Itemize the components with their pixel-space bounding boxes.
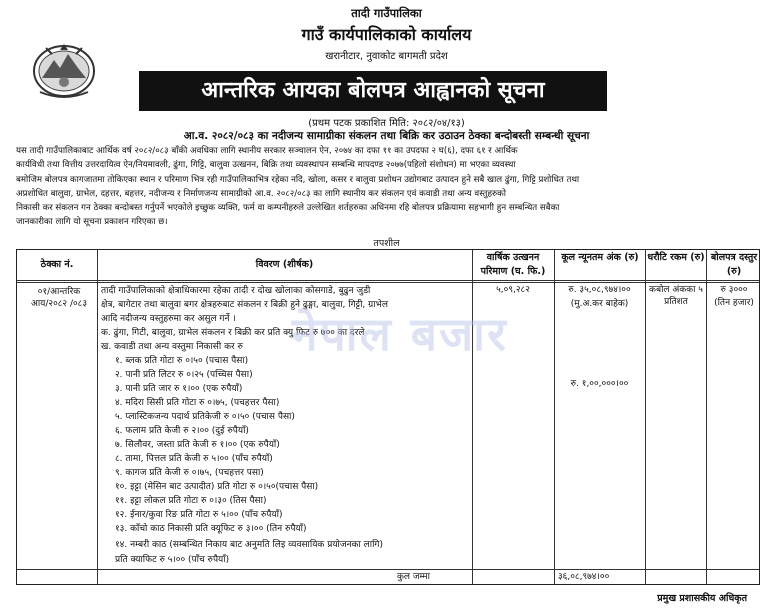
- export-tax-amount: रु. १,००,०००।००: [570, 379, 629, 389]
- body-line: कार्यविधी तथा वित्तीय उत्तरदायित्व ऐन/नियमावली, ढुंगा, गिट्टि, बालुवा उत्खनन, बिक्रि तथा व्यवस्थापन सम्बन्धि मापदण्ड २०७७(पहिलो संशोधन) मा भएका व्यवस्था: [16, 160, 516, 171]
- notice-body: [16, 144, 761, 230]
- tax-item: ५. प्लास्टिकजन्य पदार्थ प्रतिकेजी रु ०।५० (पचास पैसा): [115, 412, 295, 422]
- minimum-amount: रु. ३५,०८,९७४।००: [568, 285, 631, 295]
- annual-quantity: ५,०९,२८२: [496, 285, 530, 295]
- signatory-title: प्रमुख प्रशासकीय अधिकृत: [657, 593, 747, 604]
- tax-item: ४. मदिरा सिसी प्रति गोटा रु ०।७५, (पचहत्तर पैसा): [115, 398, 280, 408]
- column-divider: [97, 250, 98, 584]
- body-line: बमोजिम बोलपत्र कागजातमा तोकिएका स्थान र परिमाण भित्र रही गाउँपालिकाभित्र रहेका नदि, खोला, कसर र बालुवा प्रशोधन उद्योगबाट उत्पादन हुने सबै खाल ढुंगा, गिट्टि प्रशोधित तथा: [16, 174, 580, 185]
- tax-item: प्रति क्याफिट रु ५।०० (पाँच रुपैयाँ): [115, 555, 230, 565]
- tax-item: ९. कागज प्रति केजी रु ०।७५, (पचहत्तर पसा): [115, 468, 264, 478]
- header-deposit: धरौटि रकम (रु): [647, 252, 705, 263]
- office-name: गाउँ कार्यपालिकाको कार्यालय: [301, 25, 472, 44]
- total-value: ३६,०८,९७४।००: [558, 572, 610, 582]
- tax-item: ८. तामा, पित्तल प्रति केजी रु ५।०० (पाँच रुपैयाँ): [115, 454, 273, 464]
- contract-number: ०१/आन्तरिक आय/२०८२ /०८३: [30, 287, 88, 309]
- tax-item: १. ब्लक प्रति गोटा रु ०।५० (पचास पैसा): [115, 356, 249, 366]
- tax-item: ३. पानी प्रति जार रु १।०० (एक रुपैयाँ): [115, 384, 243, 394]
- tax-item: ६. फलाम प्रति केजी रु २।०० (दुई रुपैयाँ): [115, 426, 249, 436]
- tax-item: १०. इट्टा (मेसिन बाट उत्पादीत) प्रति गोटा रु ०।५०(पचास पैसा): [115, 482, 319, 492]
- description-line: क. ढुंगा, गिटी, बालुवा, ग्राभेल संकलन र बिक्री कर प्रति क्यु फिट रु ७०० का दरले: [101, 328, 365, 338]
- tax-item: ७. सिलौवर, जस्ता प्रति केजी रु १।०० (एक रुपैयाँ): [115, 440, 280, 450]
- header-quantity: वार्षिक उत्खनन परिमाण (घ. फि.): [480, 252, 546, 277]
- description-line: क्षेत्र, बागेटार तथा बालुवा बगर क्षेत्रहरुबाट संकलन र बिक्री हुने ढुङ्गा, बालुवा, गिट्टी, ग्राभेल: [101, 300, 388, 310]
- body-line: अप्रशोधित बालुवा, ग्राभेल, दहत्तर, बहत्तर, नदीजन्य र निर्माणजन्य सामाग्रीको आ.व. २०८२/०८३ का लागि स्थानीय कर संकलन एवं कवाडी तथा अन्य वस्तुहरुको: [16, 188, 506, 199]
- tax-item: २. पानी प्रति लिटर रु ०।२५ (पच्चिस पैसा): [115, 370, 253, 380]
- notice-title-banner: आन्तरिक आयका बोलपत्र आह्वानको सूचना: [139, 71, 607, 111]
- notice-subject: आ.व. २०८२/०८३ का नदीजन्य सामाग्रीका संकलन तथा बिक्रि कर उठाउन ठेक्का बन्दोबस्ती सम्बन्धी सूचना: [183, 130, 590, 142]
- tender-fee-words: (तिन हजार): [714, 298, 754, 308]
- description-line: ख. कवाडी तथा अन्य वस्तुमा निकासी कर रु: [101, 342, 243, 352]
- minimum-amount-note: (मु.अ.कर बाहेक): [570, 299, 629, 309]
- municipality-name: तादी गाउँपालिका: [351, 6, 422, 20]
- deposit-amount: कबोल अंकका ५ प्रतिशत: [649, 285, 703, 307]
- tender-fee: रु ३०००: [720, 285, 748, 295]
- header-min-amount: कूल न्यूनतम अंक (रु): [561, 252, 639, 263]
- office-address: खरानीटार, नुवाकोट बागमती प्रदेश: [325, 51, 448, 62]
- tax-item: १४. नम्बरी काठ (सम्बन्धित निकाय बाट अनुमति लिइ व्यवसायिक प्रयोजनका लागि): [115, 540, 383, 550]
- column-divider: [472, 250, 473, 584]
- tax-item: १२. ईनार/कुवा रिङ प्रति गोटा रु ५।०० (पाँच रुपैयाँ): [115, 510, 283, 520]
- tax-item: ११. इट्टा लोकल प्रति गोटा रु ०।३० (तिस पैसा): [115, 496, 267, 506]
- body-line: निकासी कर संकलन गन ठेक्का बन्दोबस्त गर्नुपर्ने भएकोले इच्छुक व्यक्ति, फर्म वा कम्पनीहरुले उल्लेखित शर्तहरुका अधिनमा रहि बोलपत्र प्रक्रियामा सहभागी हुन सम्बन्धित सबैका: [16, 203, 560, 214]
- description-line: तादी गाउँपालिकाको क्षेत्राधिकारमा रहेका तादी र दोख खोलाका कोसगाडे, बुढुन जुडी: [101, 286, 371, 296]
- details-heading: तपशील: [373, 238, 400, 249]
- column-divider: [645, 250, 646, 584]
- tax-item: १३. काँचो काठ निकासी प्रति क्यूफिट रु ३।०० (तिन रुपैयाँ): [115, 524, 307, 534]
- tender-table: [16, 249, 760, 585]
- publish-date: (प्रथम पटक प्रकाशित मिति: २०८२/०४/१३): [308, 118, 465, 129]
- header-description: विवरण (शीर्षक): [255, 259, 314, 270]
- header-contract-no: ठेक्का नं.: [40, 259, 74, 270]
- watermark: नेपाल बजार: [292, 307, 508, 361]
- description-line: आदि नदीजन्य वस्तुहरुमा कर असुल गर्ने ।: [101, 314, 236, 324]
- body-line: जानकारीका लागि यो सूचना प्रकाशन गरिएका छ।: [16, 217, 168, 228]
- header-tender-fee: बोलपत्र दस्तुर (रु): [710, 252, 758, 277]
- total-divider: [17, 569, 759, 570]
- body-line: यस तादी गाउँपालिकाबाट आर्थिक वर्ष २०८२/०८३ बाँकी अवधिका लागि स्थानीय सरकार सञ्चालन ऐन, २०७४ का दफा ११ का उपदफा २ घ(६), दफा ६१ र आर्थिक: [16, 146, 518, 156]
- total-label: कुल जम्मा: [397, 572, 430, 582]
- column-divider: [706, 250, 707, 584]
